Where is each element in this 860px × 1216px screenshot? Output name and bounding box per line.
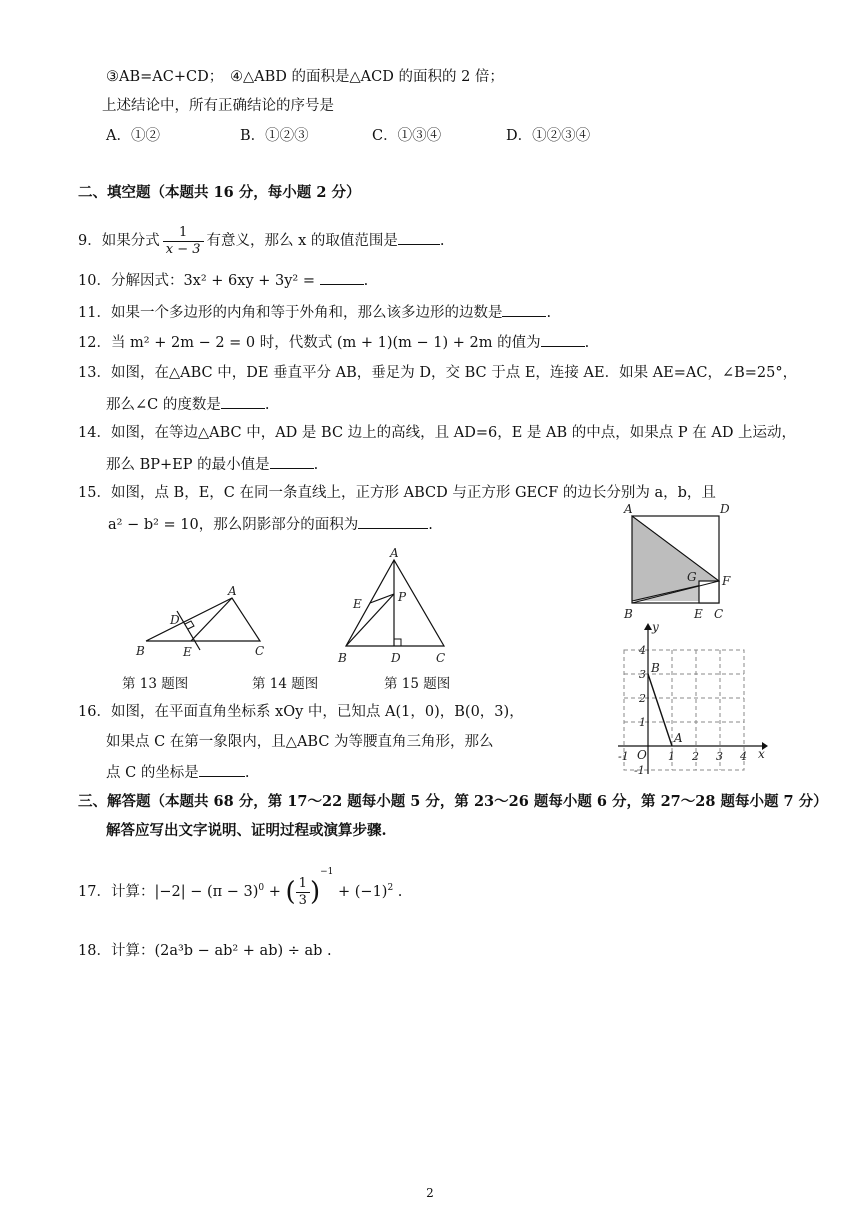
q9-post: 有意义，那么 x 的取值范围是 (206, 233, 398, 249)
q10-end: . (363, 273, 369, 289)
section-3-title: 三、解答题（本题共 68 分，第 17～22 题每小题 5 分，第 23～26 题每小题 6 分，第 27～28 题每小题 7 分） (78, 793, 828, 810)
fig16-tick-y-1: 1 (639, 716, 646, 729)
q9-answer-blank[interactable] (398, 230, 440, 245)
question-14-line-1 (78, 424, 796, 442)
question-14-line-2 (106, 454, 318, 474)
q8-prompt: 上述结论中，所有正确结论的序号是 (102, 98, 334, 114)
q17-number: 17． (78, 884, 111, 900)
fig16-tick-x-1: 1 (668, 750, 675, 763)
q18-label: 计算： (110, 943, 155, 959)
question-16-line-1 (78, 703, 524, 721)
q17-exponent-0: 0 (258, 883, 265, 894)
q12-answer-blank[interactable] (541, 332, 585, 347)
q18-number: 18． (78, 943, 111, 959)
section-2-title: 二、填空题（本题共 16 分，每小题 2 分） (78, 184, 361, 201)
q16-text-line-1: 如图，在平面直角坐标系 xOy 中，已知点 A(1，0)，B(0，3)， (110, 704, 524, 720)
fig16-tick-y-neg1: -1 (634, 764, 645, 777)
q14-number: 14． (78, 425, 111, 441)
q13-number: 13． (78, 365, 111, 381)
q17-plus: + (264, 884, 286, 900)
fig14-label-d: D (391, 651, 401, 665)
fig15-label-e: E (694, 607, 703, 621)
q17-end: . (393, 884, 403, 900)
q9-number: 9． (78, 233, 102, 249)
caption-fig15: 第 15 题图 (384, 676, 451, 692)
q9-frac-numerator: 1 (163, 225, 204, 242)
q13-text-line-2: 那么∠C 的度数是 (106, 397, 221, 413)
fig16-tick-y-4: 4 (639, 644, 646, 657)
q16-answer-blank[interactable] (199, 762, 245, 777)
question-11 (78, 302, 551, 322)
q16-number: 16． (78, 704, 111, 720)
q17-expr-part-a: |−2| − (π − 3) (154, 884, 259, 900)
q13-text-line-1: 如图，在△ABC 中，DE 垂直平分 AB，垂足为 D，交 BC 于点 E，连接 AE．如果 AE=AC，∠B=25°， (110, 365, 798, 381)
fig13-label-c: C (255, 644, 265, 658)
q12-end: . (584, 335, 590, 351)
q18-expression: (2a³b − ab² + ab) ÷ ab (154, 943, 323, 959)
figure-13 (130, 580, 280, 660)
q14-answer-blank[interactable] (270, 454, 314, 469)
question-16-line-3 (106, 762, 249, 782)
fig16-segment-ab (648, 674, 672, 746)
fig16-tick-y-2: 2 (639, 692, 646, 705)
question-16-line-2: 如果点 C 在第一象限内，且△ABC 为等腰直角三角形，那么 (106, 734, 494, 750)
q14-text-line-2: 那么 BP+EP 的最小值是 (106, 457, 270, 473)
caption-fig13: 第 13 题图 (122, 676, 189, 692)
question-13-line-2 (106, 394, 269, 414)
fig16-tick-y-3: 3 (639, 668, 646, 681)
fig15-label-f: F (722, 574, 731, 588)
q17-exponent-neg1: −1 (320, 867, 334, 877)
fig13-label-e: E (183, 645, 192, 659)
q15-answer-blank[interactable] (358, 514, 428, 529)
fig15-square-gecf (699, 581, 719, 603)
q8-option-b: B．①②③ (240, 128, 309, 144)
question-13-line-1 (78, 364, 797, 382)
figure-15 (618, 500, 738, 624)
fig13-label-d: D (170, 613, 180, 627)
fig13-segment-ae (191, 598, 232, 641)
fig15-label-d: D (720, 502, 730, 516)
q15-text-line-2: a² − b² = 10，那么阴影部分的面积为 (108, 517, 359, 533)
fig15-label-b: B (624, 607, 633, 621)
q8-option-d: D．①②③④ (506, 128, 591, 144)
q9-frac-denominator: x − 3 (165, 241, 201, 257)
q9-pre: 如果分式 (101, 233, 160, 249)
question-17 (78, 855, 402, 909)
q8-option-a: A．①② (106, 128, 160, 144)
fig16-tick-x-2: 2 (692, 750, 699, 763)
q13-answer-blank[interactable] (221, 394, 265, 409)
q8-option-c: C．①③④ (372, 128, 442, 144)
fig16-tick-x-neg1: -1 (618, 750, 629, 763)
q12-text: 当 m² + 2m − 2 = 0 时，代数式 (m + 1)(m − 1) + 2m 的值为 (110, 335, 541, 351)
q11-number: 11． (78, 305, 111, 321)
q17-label: 计算： (110, 884, 155, 900)
caption-fig14: 第 14 题图 (252, 676, 319, 692)
fig16-tick-x-4: 4 (740, 750, 747, 763)
question-10 (78, 270, 368, 290)
q10-number: 10． (78, 273, 111, 289)
question-9 (78, 224, 445, 258)
fig13-label-a: A (228, 584, 237, 598)
q17-fraction (296, 876, 310, 909)
q14-end: . (313, 457, 319, 473)
q8-statement-3: ③AB=AC+CD； (106, 69, 224, 85)
section-3-note: 解答应写出文字说明、证明过程或演算步骤. (106, 822, 387, 839)
fig14-label-c: C (436, 651, 446, 665)
question-18 (78, 942, 332, 960)
fig14-label-p: P (398, 590, 407, 604)
fig15-label-c: C (714, 607, 724, 621)
q17-left-paren: ( (285, 877, 296, 907)
q15-text-line-1: 如图，点 B，E，C 在同一条直线上，正方形 ABCD 与正方形 GECF 的边长分别为 a，b，且 (110, 485, 716, 501)
fig16-tick-x-3: 3 (716, 750, 723, 763)
q10-answer-blank[interactable] (320, 270, 364, 285)
fig16-origin-label: O (637, 748, 647, 762)
fig16-y-arrow (644, 623, 652, 630)
q15-number: 15． (78, 485, 111, 501)
q12-number: 12． (78, 335, 111, 351)
fig14-label-b: B (338, 651, 347, 665)
q13-end: . (264, 397, 270, 413)
q10-text: 分解因式：3x² + 6xy + 3y² = (110, 273, 315, 289)
question-15-line-2 (108, 514, 433, 534)
q14-text-line-1: 如图，在等边△ABC 中，AD 是 BC 边上的高线，且 AD=6，E 是 AB 的中点，如果点 P 在 AD 上运动， (110, 425, 797, 441)
fig15-label-g: G (687, 570, 697, 584)
q18-end: . (322, 943, 332, 959)
q8-statement-4: ④△ABD 的面积是△ACD 的面积的 2 倍； (230, 69, 504, 85)
figure-14 (336, 546, 456, 670)
fig16-point-b-label: B (651, 661, 660, 675)
q11-text: 如果一个多边形的内角和等于外角和，那么该多边形的边数是 (110, 305, 503, 321)
fig15-label-a: A (624, 502, 633, 516)
q17-right-paren: ) (309, 877, 321, 907)
fig16-y-label: y (652, 620, 659, 634)
page-number: 2 (426, 1186, 434, 1200)
fig14-label-a: A (390, 546, 399, 560)
q15-end: . (428, 517, 433, 533)
fig14-label-e: E (353, 597, 362, 611)
figure-16-coordinate-plane (612, 618, 772, 778)
q9-fraction (163, 225, 204, 258)
fig16-x-label: x (758, 747, 765, 761)
fig13-triangle (146, 598, 260, 641)
q17-expr-part-b: + (−1) (333, 884, 388, 900)
q11-answer-blank[interactable] (502, 302, 546, 317)
q11-end: . (546, 305, 552, 321)
q16-end: . (244, 765, 250, 781)
q17-exponent-2: 2 (387, 883, 394, 894)
q16-text-line-3: 点 C 的坐标是 (106, 765, 199, 781)
fig13-label-b: B (136, 644, 145, 658)
question-12 (78, 332, 589, 352)
fig16-point-a-label: A (674, 731, 683, 745)
q17-frac-denominator: 3 (298, 892, 307, 908)
q17-frac-numerator: 1 (296, 876, 310, 893)
fig14-right-angle-mark (394, 639, 401, 646)
q9-end: . (439, 233, 445, 249)
